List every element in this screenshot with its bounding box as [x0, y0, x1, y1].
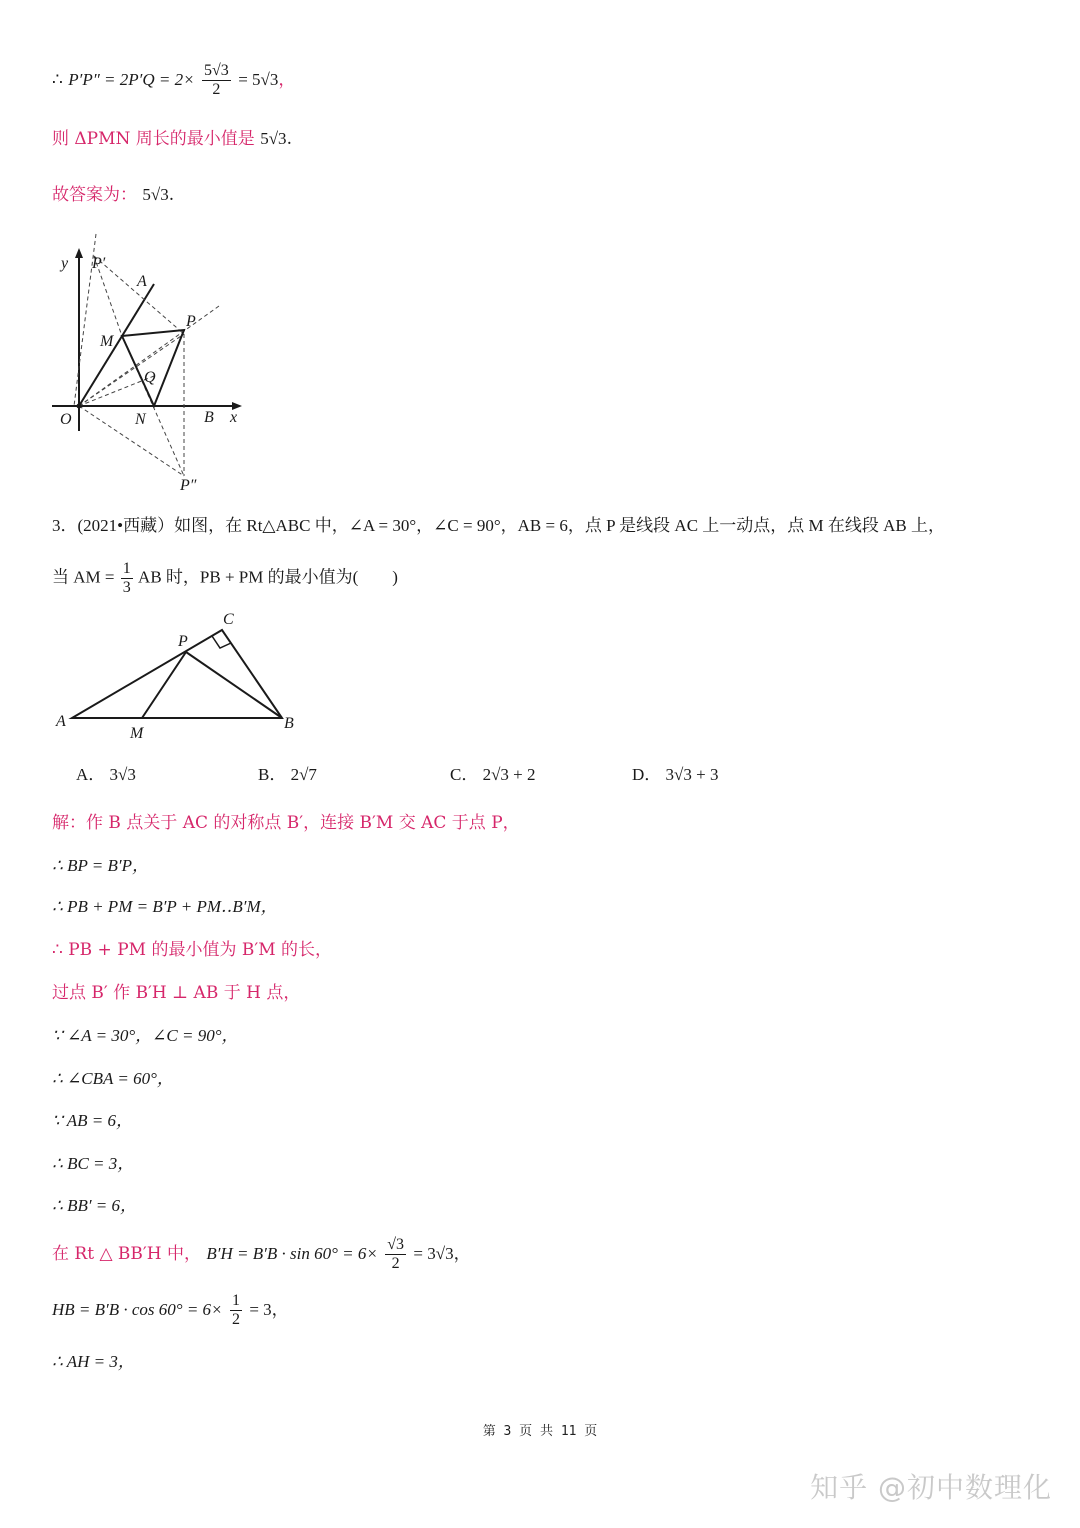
condition-prefix: 当 AM =	[52, 567, 115, 587]
solution-3-step-8: ∵ AB = 6，	[52, 1111, 133, 1130]
y-axis-arrow	[75, 248, 83, 258]
solution-3-step-7: ∴ ∠CBA = 60°，	[52, 1069, 174, 1088]
solution-3-step-13: ∴ AH = 3，	[52, 1352, 135, 1371]
label-y: y	[61, 255, 69, 272]
solution-line-3	[52, 184, 174, 206]
option-d	[632, 764, 718, 786]
fraction-denominator: 2	[231, 1311, 240, 1328]
figure-2-right-triangle	[50, 604, 310, 744]
answer-label: 故答案为：	[52, 185, 137, 205]
fraction-numerator: 1	[231, 1292, 240, 1309]
min-perimeter-value: 5√3	[260, 129, 287, 148]
solution-3-step-5: 过点 B′ 作 B′H ⊥ AB 于 H 点，	[52, 983, 301, 1003]
ray-oa	[79, 284, 154, 406]
segment-pm	[142, 652, 186, 718]
expression-result: = 3，	[249, 1300, 289, 1319]
label-q: Q	[144, 369, 156, 386]
fraction-numerator: 1	[122, 560, 131, 577]
question-3-line-1: 3．(2021•西藏）如图，在 Rt△ABC 中，∠A = 30°，∠C = 90°，AB = 6，点 P 是线段 AC 上一动点，点 M 在线段 AB 上，	[52, 516, 946, 535]
triangle-abc	[72, 630, 282, 718]
fraction	[202, 62, 231, 99]
option-a	[76, 764, 136, 786]
punctuation: .	[168, 185, 175, 205]
solution-3-step-6: ∵ ∠A = 30°，∠C = 90°，	[52, 1026, 239, 1045]
solution-line-1	[52, 62, 295, 99]
therefore-symbol: ∴	[52, 70, 63, 90]
page-number: 第 3 页 共 11 页	[482, 1424, 598, 1439]
watermark: 知乎 @初中数理化	[810, 1471, 1052, 1504]
label-p-prime: P′	[92, 255, 106, 272]
solution-3-step-4: ∴ PB + PM 的最小值为 B′M 的长，	[52, 940, 333, 960]
option-key: D．	[632, 765, 662, 784]
label-p: P	[178, 633, 188, 650]
label-a: A	[56, 713, 66, 730]
option-value: 2√7	[290, 765, 317, 784]
expression: HB = B′B · cos 60° = 6×	[52, 1300, 223, 1319]
expression: B′H = B′B · sin 60° = 6×	[206, 1244, 378, 1263]
label-m: M	[100, 333, 114, 350]
origin-point	[77, 404, 82, 409]
triangle-pmn	[122, 330, 184, 406]
label-m: M	[130, 725, 144, 742]
min-perimeter-text: 则 ΔPMN 周长的最小值是	[52, 129, 255, 149]
question-3-line-2	[52, 560, 398, 597]
expression-result: = 5√3	[238, 70, 279, 89]
fraction-denominator: 2	[212, 81, 221, 98]
label-p: P	[186, 313, 196, 330]
option-b	[258, 764, 317, 786]
label-x: x	[230, 409, 238, 426]
solution-3-step-1: 解：作 B 点关于 AC 的对称点 B′，连接 B′M 交 AC 于点 P，	[52, 813, 520, 833]
fraction-numerator: 5√3	[204, 62, 229, 79]
option-value: 3√3 + 3	[665, 765, 719, 784]
solution-3-step-12	[52, 1292, 289, 1329]
option-key: B．	[258, 765, 287, 784]
figure-1-coordinate-diagram	[44, 226, 254, 496]
fraction-denominator: 3	[122, 579, 131, 596]
expression: P′P″ = 2P′Q = 2×	[68, 70, 195, 89]
fraction-numerator: √3	[387, 1236, 405, 1253]
punctuation: ，	[278, 70, 296, 90]
expression-result: = 3√3，	[413, 1244, 471, 1263]
label-b: B	[204, 409, 214, 426]
solution-3-step-10: ∴ BB′ = 6，	[52, 1196, 138, 1215]
solution-line-2	[52, 128, 292, 150]
answer-value: 5√3	[142, 185, 169, 204]
option-key: A．	[76, 765, 106, 784]
label-o: O	[60, 411, 72, 428]
fraction	[230, 1292, 242, 1329]
solution-3-step-11	[52, 1236, 471, 1273]
solution-3-step-3: ∴ PB + PM = B′P + PM‥B′M，	[52, 897, 278, 916]
option-key: C．	[450, 765, 479, 784]
step-prefix: 在 Rt △ BB′H 中，	[52, 1244, 201, 1264]
solution-3-step-2: ∴ BP = B′P，	[52, 856, 149, 875]
fraction	[385, 1236, 406, 1273]
segment-pb	[186, 652, 282, 718]
punctuation: .	[286, 129, 292, 149]
option-value: 3√3	[109, 765, 136, 784]
solution-3-step-9: ∴ BC = 3，	[52, 1154, 135, 1173]
fraction-denominator: 2	[391, 1255, 400, 1272]
condition-suffix: AB 时，PB + PM 的最小值为( )	[138, 567, 398, 587]
label-b: B	[284, 715, 294, 732]
label-n: N	[135, 411, 146, 428]
label-c: C	[223, 611, 234, 628]
label-a: A	[137, 273, 147, 290]
fraction	[121, 560, 133, 597]
label-p-double-prime: P″	[180, 477, 197, 494]
option-value: 2√3 + 2	[482, 765, 536, 784]
option-c	[450, 764, 536, 786]
